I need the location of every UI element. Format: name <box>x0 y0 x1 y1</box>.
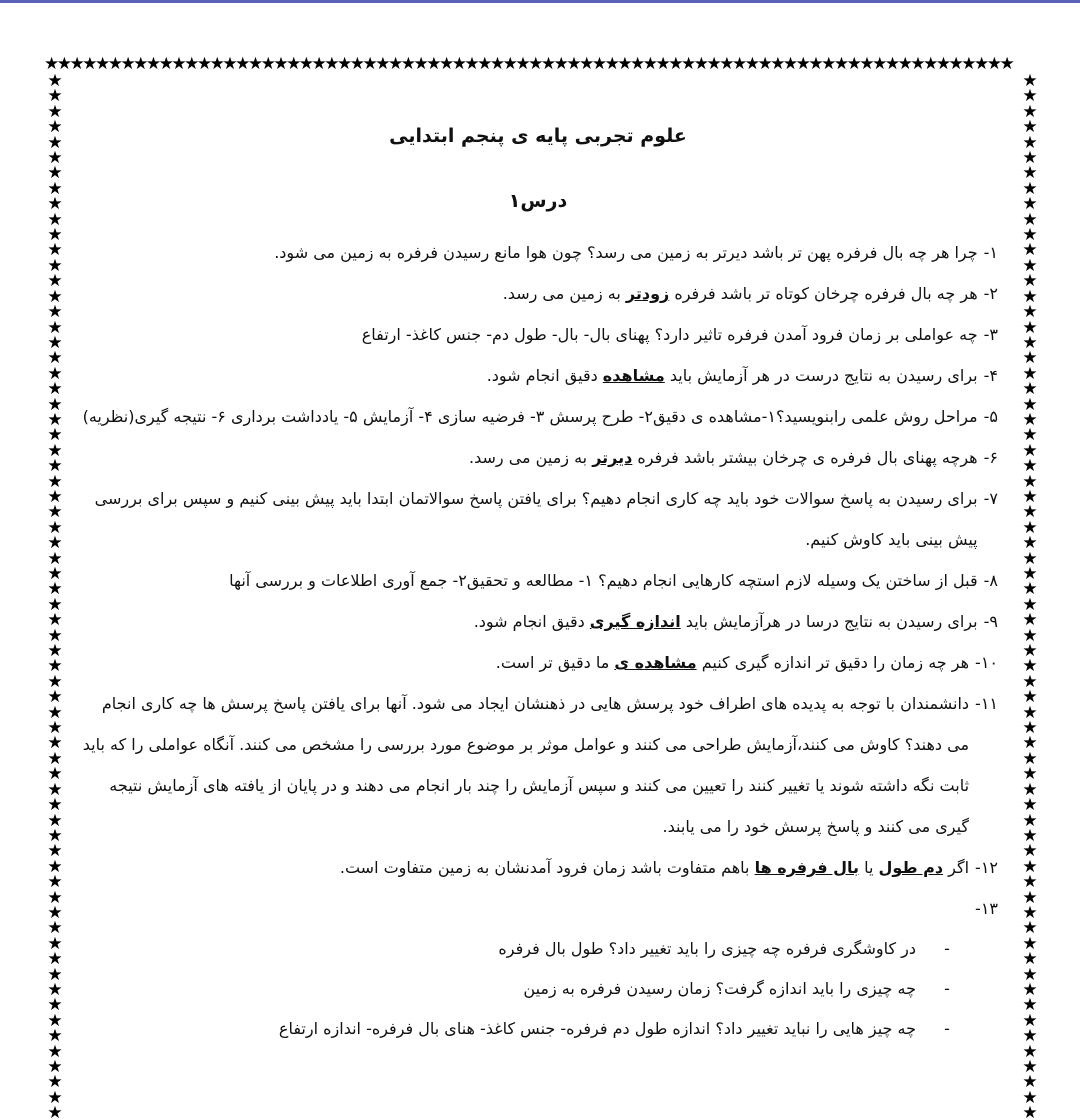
worksheet-page <box>78 112 998 1049</box>
question-text: برای رسیدن به نتایج درست در هر آزمایش باید مشاهده دقیق انجام شود. <box>486 366 978 385</box>
question-item <box>78 232 998 273</box>
sub-item-dash: - <box>944 979 950 998</box>
question-text: قبل از ساختن یک وسیله لازم استچه کارهایی انجام دهیم؟ ۱- مطالعه و تحقیق۲- جمع آوری اطلاعات و بررسی آنها <box>229 571 978 590</box>
question-item <box>78 888 998 929</box>
question-number: ۸- <box>983 571 998 590</box>
question-item <box>78 478 998 560</box>
question-item <box>78 355 998 396</box>
question-number: ۴- <box>983 366 998 385</box>
question-text: هر چه بال فرفره چرخان کوتاه تر باشد فرفره زودتر به زمین می رسد. <box>502 284 978 303</box>
sub-item <box>78 969 998 1009</box>
highlight-term: دیرتر <box>592 448 633 467</box>
question-number: ۱۲- <box>975 858 998 877</box>
star-border-right: ★ ★ ★ ★ ★ ★ ★ ★ ★ ★ ★ ★ ★ ★ ★ ★ ★ ★ ★ ★ ★ ★ ★ ★ ★ ★ ★ ★ ★ ★ ★ ★ ★ ★ ★ ★ ★ ★ ★ ★ ★ ★ ★ ★ ★ ★ ★ ★ ★ ★ ★ ★ ★ ★ ★ ★ ★ ★ ★ ★ ★ ★ ★ ★ ★ ★ ★ ★ <box>1022 74 1038 1120</box>
question-item <box>78 273 998 314</box>
question-text <box>78 888 969 929</box>
question-text: چه عواملی بر زمان فرود آمدن فرفره تاثیر دارد؟ پهنای بال- بال- طول دم- جنس کاغذ- ارتفاع <box>361 325 978 344</box>
highlight-term: اندازه گیری <box>589 612 681 631</box>
question-number: ۹- <box>983 612 998 631</box>
question-item <box>78 437 998 478</box>
sub-item <box>78 1009 998 1049</box>
question-text: برای رسیدن به پاسخ سوالات خود باید چه کاری انجام دهیم؟ برای یافتن پاسخ سوالاتمان ابتدا باید پیش بینی کنیم و سپس برای بررسی پیش بینی باید کاوش کنیم. <box>94 489 978 549</box>
question-text: برای رسیدن به نتایج درسا در هرآزمایش باید اندازه گیری دقیق انجام شود. <box>473 612 978 631</box>
question-text: اگر دم طول یا بال فرفره ها باهم متفاوت باشد زمان فرود آمدنشان به زمین متفاوت است. <box>339 858 970 877</box>
question-number: ۱۱- <box>975 694 998 713</box>
question-number: ۱۳- <box>975 899 998 918</box>
page-title: علوم تجربی پایه ی پنجم ابتدایی <box>389 125 687 147</box>
star-border-left: ★ ★ ★ ★ ★ ★ ★ ★ ★ ★ ★ ★ ★ ★ ★ ★ ★ ★ ★ ★ ★ ★ ★ ★ ★ ★ ★ ★ ★ ★ ★ ★ ★ ★ ★ ★ ★ ★ ★ ★ ★ ★ ★ ★ ★ ★ ★ ★ ★ ★ ★ ★ ★ ★ ★ ★ ★ ★ ★ ★ ★ ★ ★ ★ ★ ★ ★ ★ <box>47 74 63 1120</box>
sub-item-dash: - <box>944 1019 950 1038</box>
question-number: ۳- <box>983 325 998 344</box>
highlight-term: مشاهده ی <box>614 653 697 672</box>
question-item <box>78 560 998 601</box>
sub-item-dash: - <box>944 939 950 958</box>
question-item <box>78 601 998 642</box>
sub-item-text: چه چیز هایی را نباید تغییر داد؟ اندازه طول دم فرفره- جنس کاغذ- هنای بال فرفره- اندازه ارتفاع <box>278 1019 916 1038</box>
question-item <box>78 642 998 683</box>
question-item <box>78 396 998 437</box>
question-number: ۶- <box>983 448 998 467</box>
question-number: ۷- <box>983 489 998 508</box>
star-border-top: ★★★★★★★★★★★★★★★★★★★★★★★★★★★★★★★★★★★★★★★★★★★★★★★★★★★★★★★★★★★★★★★★★★★★★★★★★★★★ <box>44 56 1013 74</box>
sub-item-text: چه چیزی را باید اندازه گرفت؟ زمان رسیدن فرفره به زمین <box>523 979 916 998</box>
sub-item <box>78 929 998 969</box>
question-item <box>78 314 998 355</box>
highlight-term: دم طول <box>878 858 944 877</box>
sub-item-text: در کاوشگری فرفره چه چیزی را باید تغییر داد؟ طول بال فرفره <box>498 939 916 958</box>
question-text: دانشمندان با توجه به پدیده های اطراف خود پرسش هایی در ذهنشان ایجاد می شود. آنها برای یافتن پاسخ پرسش ها چه کاری انجام می دهند؟ کاوش می کنند،آزمایش طراحی می کنند و عوامل موثر بر موضوع مورد بررسی را مشخص می کنند. آنگاه عواملی را که باید ثابت نگه داشته شوند یا تغییر کنند را تعیین می کنند و سپس آزمایش را چند بار انجام می دهند و در پایان از یافته های آزمایش نتیجه گیری می کنند و پاسخ پرسش خود را می یابند. <box>82 694 970 836</box>
question-number: ۲- <box>983 284 998 303</box>
top-border-line <box>0 0 1080 3</box>
question-number: ۱۰- <box>975 653 998 672</box>
highlight-term: بال فرفره ها <box>754 858 860 877</box>
question-text: چرا هر چه بال فرفره پهن تر باشد دیرتر به زمین می رسد؟ چون هوا مانع رسیدن فرفره به زمین می شود. <box>274 243 978 262</box>
question-text: هرچه پهنای بال فرفره ی چرخان بیشتر باشد فرفره دیرتر به زمین می رسد. <box>468 448 978 467</box>
highlight-term: زودتر <box>625 284 670 303</box>
question-text: هر چه زمان را دقیق تر اندازه گیری کنیم مشاهده ی ما دقیق تر است. <box>495 653 970 672</box>
question-text: مراحل روش علمی رابنویسید؟۱-مشاهده ی دقیق۲- طرح پرسش ۳- فرضیه سازی ۴- آزمایش ۵- یادداشت برداری ۶- نتیجه گیری(نظریه) <box>82 407 978 426</box>
question-number: ۱- <box>983 243 998 262</box>
lesson-heading: درس۱ <box>508 190 568 212</box>
question-item <box>78 847 998 888</box>
question-number: ۵- <box>983 407 998 426</box>
highlight-term: مشاهده <box>602 366 665 385</box>
question-item <box>78 683 998 847</box>
